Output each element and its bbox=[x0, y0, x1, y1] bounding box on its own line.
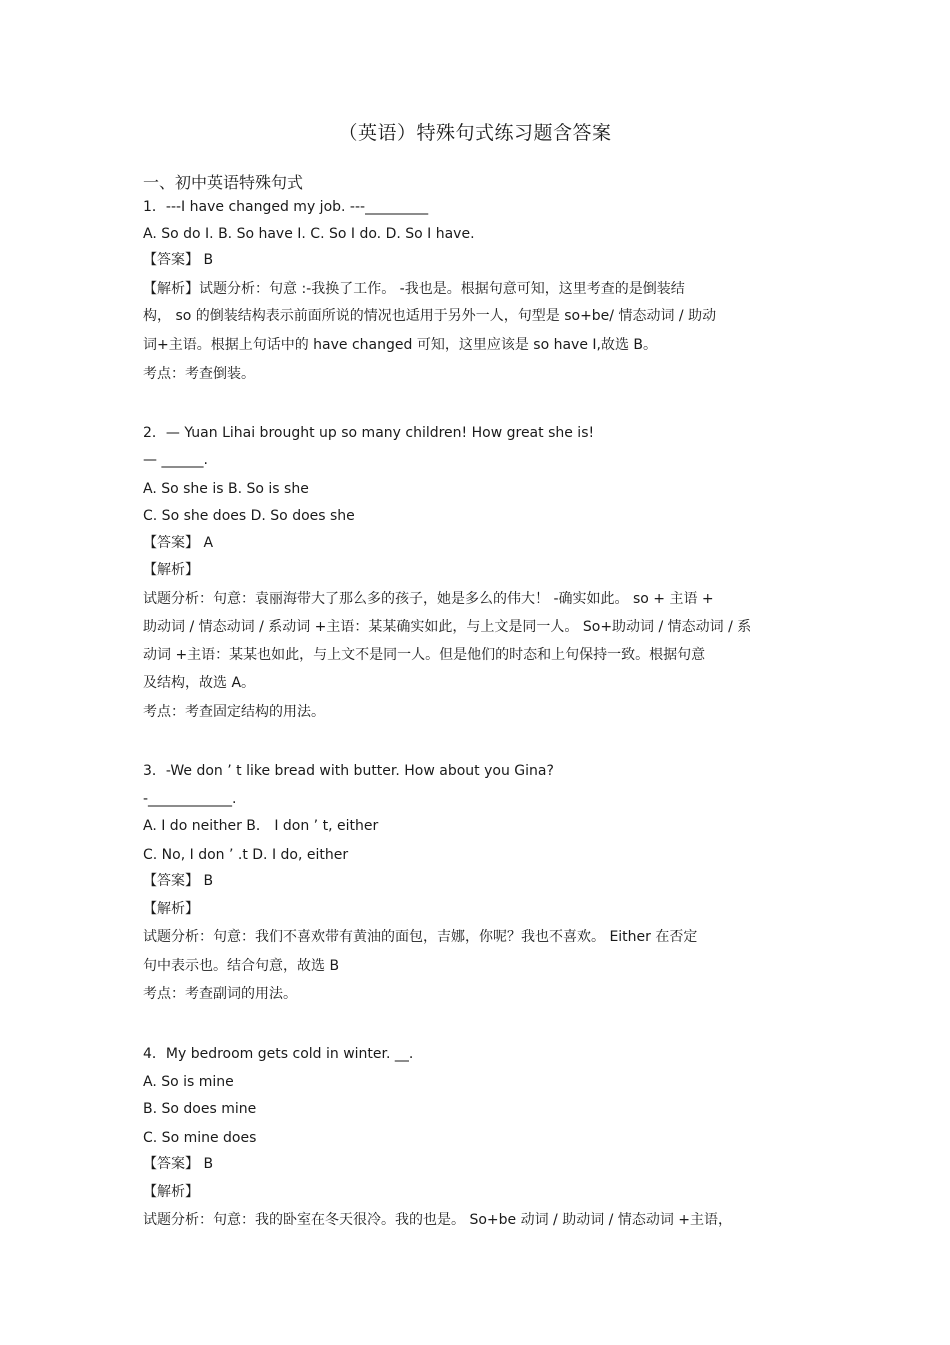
question-3-answer: 【答案】 B bbox=[143, 873, 214, 889]
question-1-analysis-line: 词+主语。根据上句话中的 have changed 可知，这里应该是 so have I,故选 B。 bbox=[143, 337, 658, 353]
question-2-analysis-label: 【解析】 bbox=[143, 562, 199, 578]
question-3-analysis-line: 试题分析：句意：我们不喜欢带有黄油的面包，吉娜，你呢？我也不喜欢。 Either 在否定 bbox=[143, 929, 698, 945]
question-4-stem: 4．My bedroom gets cold in winter. __. bbox=[143, 1046, 414, 1062]
question-2-options: A. So she is B. So is she bbox=[143, 481, 309, 497]
section-heading: 一、初中英语特殊句式 bbox=[143, 173, 304, 192]
question-2-topic: 考点：考查固定结构的用法。 bbox=[143, 704, 325, 720]
question-2-analysis-line: 助动词 / 情态动词 / 系动词 +主语：某某确实如此，与上文是同一人。 So+助动词 / 情态动词 / 系 bbox=[143, 619, 752, 635]
page-title: （英语）特殊句式练习题含答案 bbox=[338, 122, 612, 144]
question-2-analysis-line: 试题分析：句意：袁丽海带大了那么多的孩子，她是多么的伟大！ -确实如此。 so + 主语 + bbox=[143, 591, 714, 607]
question-1-answer: 【答案】 B bbox=[143, 252, 214, 268]
question-1-analysis-line: 构， so 的倒装结构表示前面所说的情况也适用于另外一人，句型是 so+be/ 情态动词 / 助动 bbox=[143, 308, 717, 324]
question-2-blank: — ______. bbox=[143, 452, 208, 468]
question-2-stem: 2．— Yuan Lihai brought up so many children! How great she is! bbox=[143, 425, 595, 441]
question-2-options: C. So she does D. So does she bbox=[143, 508, 355, 524]
question-2-analysis-line: 及结构，故选 A。 bbox=[143, 675, 256, 691]
question-3-analysis-line: 句中表示也。结合句意，故选 B bbox=[143, 958, 340, 974]
question-3-options: A. I do neither B． I don ’ t, either bbox=[143, 818, 379, 834]
question-4-option: B. So does mine bbox=[143, 1101, 257, 1117]
question-4-analysis-label: 【解析】 bbox=[143, 1184, 199, 1200]
question-3-topic: 考点：考查副词的用法。 bbox=[143, 986, 297, 1002]
question-3-analysis-label: 【解析】 bbox=[143, 901, 199, 917]
question-4-answer: 【答案】 B bbox=[143, 1156, 214, 1172]
question-3-blank: -____________. bbox=[143, 791, 237, 807]
question-3-stem: 3．-We don ’ t like bread with butter. How about you Gina? bbox=[143, 763, 554, 779]
question-3-options: C. No, I don ’ .t D. I do, either bbox=[143, 847, 349, 863]
question-1-options: A. So do I. B. So have I. C. So I do. D. So I have. bbox=[143, 226, 475, 242]
question-2-analysis-line: 动词 +主语：某某也如此，与上文不是同一人。但是他们的时态和上句保持一致。根据句意 bbox=[143, 647, 706, 663]
question-1-stem: 1．---I have changed my job. ---_________ bbox=[143, 199, 429, 215]
question-2-answer: 【答案】 A bbox=[143, 535, 214, 551]
question-4-option: A. So is mine bbox=[143, 1074, 234, 1090]
question-1-analysis-line: 【解析】试题分析：句意 :-我换了工作。 -我也是。根据句意可知，这里考查的是倒装结 bbox=[143, 281, 685, 297]
question-1-topic: 考点：考查倒装。 bbox=[143, 366, 255, 382]
question-4-analysis-line: 试题分析：句意：我的卧室在冬天很冷。我的也是。 So+be 动词 / 助动词 / 情态动词 +主语， bbox=[143, 1212, 732, 1228]
question-4-option: C. So mine does bbox=[143, 1130, 257, 1146]
